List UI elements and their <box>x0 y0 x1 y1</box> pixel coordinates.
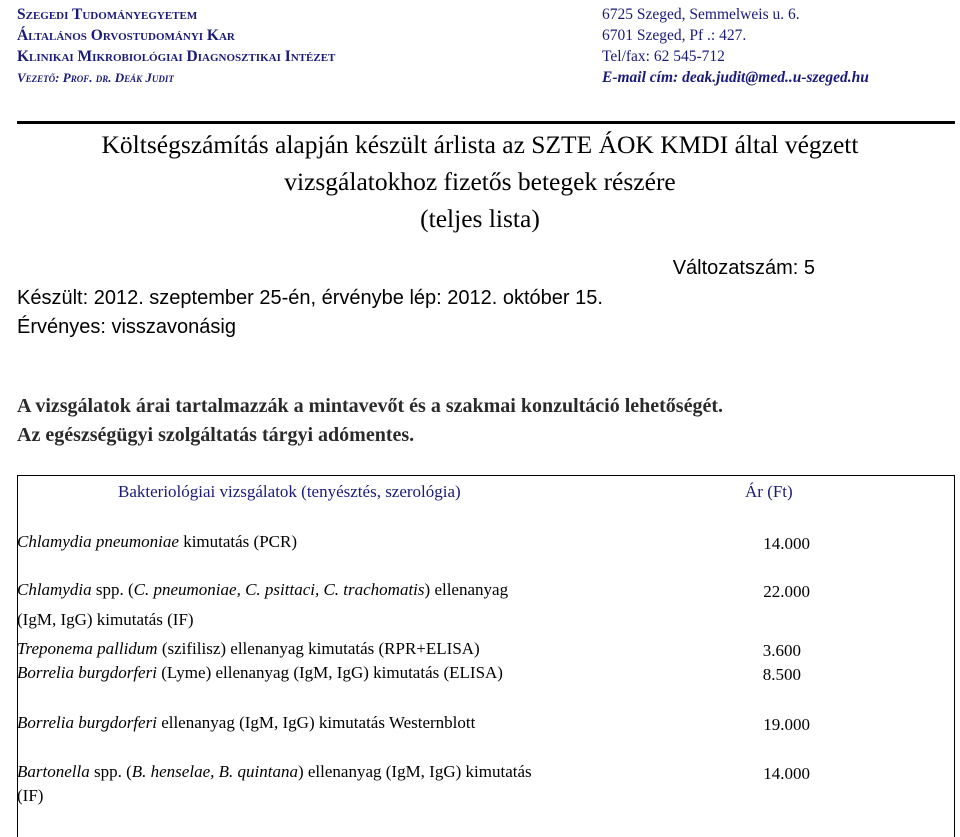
contact-header <box>602 4 869 88</box>
postal-address: 6701 Szeged, Pf .: 427. <box>602 27 747 44</box>
organism-name: Borrelia burgdorferi <box>17 713 157 732</box>
institution-header <box>17 4 335 88</box>
document-meta <box>17 284 603 342</box>
row-price: 22.000 <box>763 582 810 601</box>
column-header-test: Bakteriológiai vizsgálatok (tenyésztés, szerológia) <box>118 482 461 501</box>
test-description-2: ) ellenanyag <box>424 580 509 599</box>
organism-name: Chlamydia pneumoniae <box>17 532 179 551</box>
test-description-2: ) ellenanyag (IgM, IgG) kimutatás <box>297 762 532 781</box>
organism-species: C. pneumoniae, C. psittaci, C. trachomatis <box>133 580 425 599</box>
title-line-1: Költségszámítás alapján készült árlista az SZTE ÁOK KMDI által végzett <box>101 130 859 159</box>
title-line-2: vizsgálatokhoz fizetős betegek részére <box>284 167 676 196</box>
test-description-line2: (IF) <box>17 786 44 805</box>
table-row <box>17 637 480 661</box>
row-price: 19.000 <box>763 715 810 734</box>
test-description: spp. ( <box>89 762 132 781</box>
row-price: 14.000 <box>763 764 810 783</box>
version-number: Változatszám: 5 <box>672 257 815 279</box>
organism-name: Bartonella <box>17 762 90 781</box>
prepared-date: Készült: 2012. szeptember 25-én, érvénybe lép: 2012. október 15. <box>17 287 603 309</box>
director-name: Vezető: Prof. dr. Deák Judit <box>17 70 174 85</box>
table-row <box>17 711 475 735</box>
table-row <box>17 530 297 554</box>
validity: Érvényes: visszavonásig <box>17 316 236 338</box>
university-name: Szegedi Tudományegyetem <box>17 6 198 23</box>
email: E-mail cím: deak.judit@med..u-szeged.hu <box>602 69 869 86</box>
table-row <box>17 661 503 685</box>
title-line-3: (teljes lista) <box>420 204 540 233</box>
test-description-line2: (IgM, IgG) kimutatás (IF) <box>17 610 194 629</box>
test-description: kimutatás (PCR) <box>178 532 298 551</box>
table-row <box>17 760 532 808</box>
row-price: 14.000 <box>763 534 810 553</box>
test-description: ellenanyag (IgM, IgG) kimutatás Westernblott <box>156 713 476 732</box>
header-divider <box>17 121 955 124</box>
phone-fax: Tel/fax: 62 545-712 <box>602 48 725 65</box>
notice-line-2: Az egészségügyi szolgáltatás tárgyi adómentes. <box>17 424 415 446</box>
organism-name: Treponema pallidum <box>17 639 158 658</box>
organism-name: Borrelia burgdorferi <box>17 663 157 682</box>
column-header-price: Ár (Ft) <box>745 482 793 501</box>
faculty-name: Általános Orvostudományi Kar <box>17 27 235 44</box>
institute-name: Klinikai Mikrobiológiai Diagnosztikai Intézet <box>17 48 336 65</box>
table-row <box>17 578 508 632</box>
row-price: 3.600 <box>762 641 801 660</box>
organism-species: B. henselae, B. quintana <box>131 762 298 781</box>
test-description: spp. ( <box>91 580 134 599</box>
address: 6725 Szeged, Semmelweis u. 6. <box>602 6 800 23</box>
notice-line-1: A vizsgálatok árai tartalmazzák a mintavevőt és a szakmai konzultáció lehetőségét. <box>17 395 724 417</box>
document-title <box>0 126 960 237</box>
row-price: 8.500 <box>762 665 801 684</box>
test-description: (szifilisz) ellenanyag kimutatás (RPR+ELISA) <box>157 639 480 658</box>
test-description: (Lyme) ellenanyag (IgM, IgG) kimutatás (ELISA) <box>156 663 503 682</box>
organism-name: Chlamydia <box>17 580 92 599</box>
price-notice <box>17 392 723 450</box>
